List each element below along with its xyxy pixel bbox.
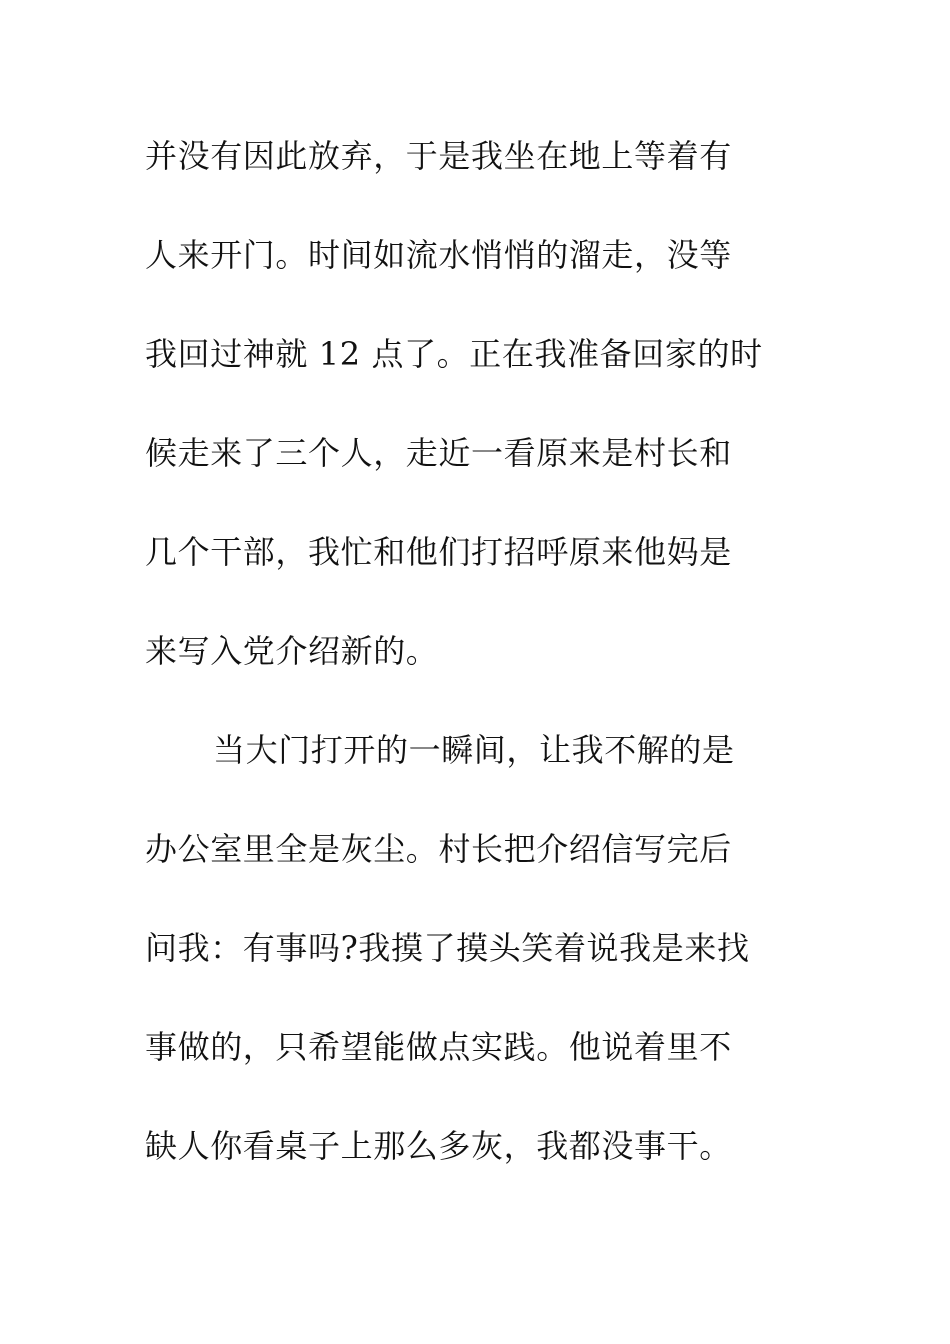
text-line-10: 事做的，只希望能做点实践。他说着里不 [145, 1028, 732, 1066]
text-line-6: 来写入党介绍新的。 [145, 632, 439, 670]
text-line-5: 几个干部，我忙和他们打招呼原来他妈是 [145, 533, 732, 571]
text-line-4: 候走来了三个人，走近一看原来是村长和 [145, 434, 732, 472]
text-line-1: 并没有因此放弃，于是我坐在地上等着有 [145, 137, 732, 175]
paragraph-start-line: 当大门打开的一瞬间，让我不解的是 [213, 731, 735, 769]
text-line-8: 办公室里全是灰尘。村长把介绍信写完后 [145, 830, 732, 868]
text-line-3: 我回过神就 12 点了。正在我准备回家的时 [145, 335, 763, 373]
text-line-11: 缺人你看桌子上那么多灰，我都没事干。 [145, 1127, 732, 1165]
text-line-2: 人来开门。时间如流水悄悄的溜走，没等 [145, 236, 732, 274]
text-line-9: 问我：有事吗?我摸了摸头笑着说我是来找 [145, 929, 750, 967]
